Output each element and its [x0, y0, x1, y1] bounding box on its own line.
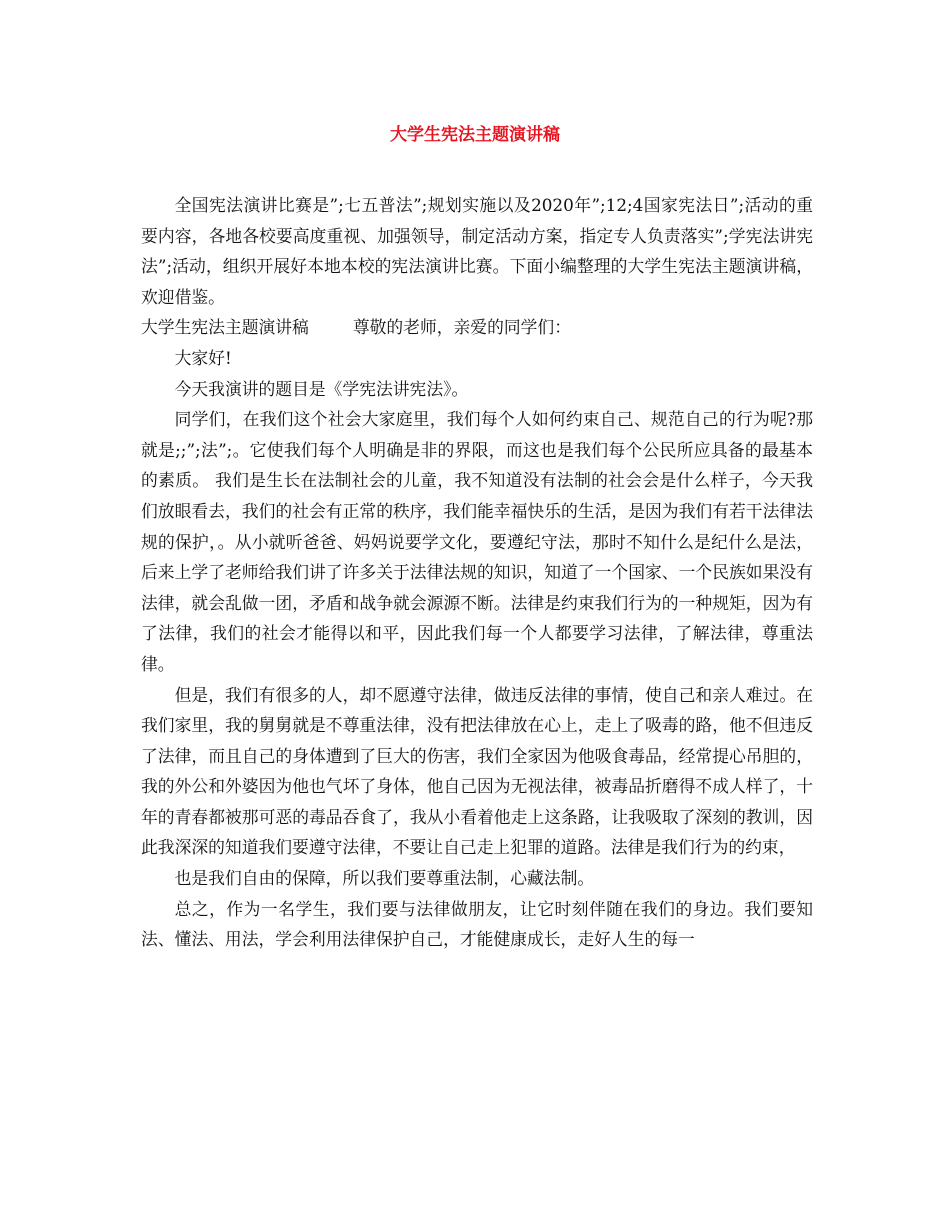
body-paragraph-1: 同学们，在我们这个社会大家庭里，我们每个人如何约束自己、规范自己的行为呢?那就是;;”;法”;。它使我们每个人明确是非的界限，而这也是我们每个公民所应具备的最基本的素质。 我们是生长在法制社会的儿童，我不知道没有法制的社会会是什么样子，今天我们放眼看去，我们的社会有正常的秩序，我们能幸福快乐的生活，是因为我们有若干法律法规的保护，。从小就听爸爸、妈妈说要学文化，要遵纪守法，那时不知什么是纪什么是法，后来上学了老师给我们讲了许多关于法律法规的知识，知道了一个国家、一个民族如果没有法律，就会乱做一团，矛盾和战争就会源源不断。法律是约束我们行为的一种规矩，因为有了法律，我们的社会才能得以和平，因此我们每一个人都要学习法律，了解法律，尊重法律。	[141, 409, 813, 674]
body-paragraph-2: 但是，我们有很多的人，却不愿遵守法律，做违反法律的事情，使自己和亲人难过。在我们家里，我的舅舅就是不尊重法律，没有把法律放在心上，走上了吸毒的路，他不但违反了法律，而且自己的身体遭到了巨大的伤害，我们全家因为他吸食毒品，经常提心吊胆的，我的外公和外婆因为他也气坏了身体，他自己因为无视法律，被毒品折磨得不成人样了，十年的青春都被那可恶的毒品吞食了，我从小看着他走上这条路，让我吸取了深刻的教训，因此我深深的知道我们要遵守法律，不要让自己走上犯罪的道路。法律是我们行为的约束，	[141, 684, 813, 858]
body-paragraph-3: 也是我们自由的保障，所以我们要尊重法制，心藏法制。	[174, 868, 595, 889]
document-body	[141, 190, 813, 955]
document-title: 大学生宪法主题演讲稿	[390, 125, 560, 145]
salutation: 尊敬的老师，亲爱的同学们：	[352, 317, 571, 338]
topic-paragraph: 今天我演讲的题目是《学宪法讲宪法》。	[174, 378, 469, 399]
heading-spacer	[309, 312, 353, 343]
body-paragraph-4: 总之，作为一名学生，我们要与法律做朋友，让它时刻伴随在我们的身边。我们要知法、懂法、用法，学会利用法律保护自己，才能健康成长，走好人生的每一	[141, 898, 813, 950]
intro-paragraph: 全国宪法演讲比赛是”;七五普法”;规划实施以及2020年”;12;4国家宪法日”;活动的重要内容，各地各校要高度重视、加强领导，制定活动方案，指定专人负责落实”;学宪法讲宪法”;活动，组织开展好本地本校的宪法演讲比赛。下面小编整理的大学生宪法主题演讲稿，欢迎借鉴。	[141, 195, 813, 307]
speech-heading-line	[141, 312, 813, 343]
speech-title: 大学生宪法主题演讲稿	[141, 317, 309, 338]
greeting-paragraph: 大家好!	[174, 347, 232, 368]
